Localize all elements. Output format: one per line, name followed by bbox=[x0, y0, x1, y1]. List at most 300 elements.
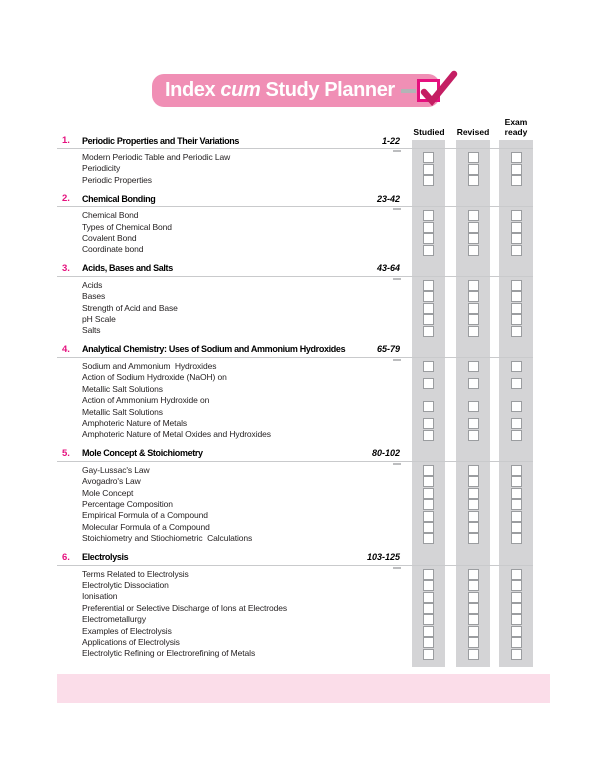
topic-number-spacer bbox=[57, 637, 82, 648]
topic-row bbox=[57, 626, 533, 637]
exam-ready-cell bbox=[499, 361, 533, 372]
studied-checkbox[interactable] bbox=[423, 233, 434, 244]
underline-tick bbox=[393, 359, 401, 361]
topic-row bbox=[57, 648, 533, 659]
topic-label: Applications of Electrolysis bbox=[82, 637, 180, 647]
revised-checkbox[interactable] bbox=[468, 303, 479, 314]
exam-ready-cell bbox=[499, 222, 533, 233]
studied-checkbox[interactable] bbox=[423, 465, 434, 476]
revised-checkbox[interactable] bbox=[468, 291, 479, 302]
exam-ready-checkbox[interactable] bbox=[511, 291, 522, 302]
revised-cell bbox=[456, 614, 490, 625]
revised-cell bbox=[456, 499, 490, 510]
dash-decoration bbox=[401, 89, 416, 93]
exam-ready-checkbox[interactable] bbox=[511, 580, 522, 591]
exam-ready-checkbox[interactable] bbox=[511, 280, 522, 291]
exam-ready-cell bbox=[499, 626, 533, 637]
chapter-block bbox=[57, 261, 533, 337]
exam-ready-checkbox[interactable] bbox=[511, 569, 522, 580]
topic-number-spacer bbox=[57, 522, 82, 533]
exam-ready-checkbox[interactable] bbox=[511, 378, 522, 389]
exam-ready-checkbox[interactable] bbox=[511, 533, 522, 544]
topic-row bbox=[57, 163, 533, 174]
studied-checkbox[interactable] bbox=[423, 326, 434, 337]
chapter-block bbox=[57, 446, 533, 545]
topic-label: Modern Periodic Table and Periodic Law bbox=[82, 152, 231, 162]
studied-checkbox[interactable] bbox=[423, 291, 434, 302]
topic-number-spacer bbox=[57, 233, 82, 244]
topic-label: Sodium and Ammonium Hydroxides bbox=[82, 360, 217, 371]
topic-row bbox=[57, 244, 533, 255]
exam-ready-cell bbox=[499, 163, 533, 174]
studied-cell bbox=[412, 418, 445, 429]
studied-checkbox[interactable] bbox=[423, 314, 434, 325]
studied-cell bbox=[412, 429, 445, 440]
revised-cell bbox=[456, 533, 490, 544]
topic-number-spacer bbox=[57, 499, 82, 510]
topic-number-spacer bbox=[57, 395, 82, 418]
revised-checkbox[interactable] bbox=[468, 378, 479, 389]
topic-label: Electrometallurgy bbox=[82, 614, 146, 625]
revised-cell bbox=[456, 429, 490, 440]
topic-label: Electrolytic Refining or Electrorefining of Metals bbox=[82, 648, 256, 659]
studied-cell bbox=[412, 488, 445, 499]
topic-row bbox=[57, 614, 533, 625]
underline-tick bbox=[393, 150, 401, 152]
exam-ready-checkbox[interactable] bbox=[511, 245, 522, 256]
topic-row bbox=[57, 591, 533, 602]
chapter-title-row bbox=[57, 261, 533, 277]
chapter-title-row bbox=[57, 133, 533, 149]
chapter-title-body bbox=[82, 448, 400, 458]
revised-cell bbox=[456, 569, 490, 580]
topic-row bbox=[57, 280, 533, 291]
studied-cell bbox=[412, 303, 445, 314]
exam-ready-cell bbox=[499, 325, 533, 336]
studied-checkbox[interactable] bbox=[423, 499, 434, 510]
chapter-number: 2. bbox=[62, 193, 70, 205]
studied-checkbox[interactable] bbox=[423, 245, 434, 256]
chapter-title: Chemical Bonding bbox=[82, 193, 156, 204]
exam-ready-cell bbox=[499, 233, 533, 244]
revised-checkbox[interactable] bbox=[468, 476, 479, 487]
topic-label: Empirical Formula of a Compound bbox=[82, 510, 208, 521]
topic-number-spacer bbox=[57, 603, 82, 614]
topic-number-spacer bbox=[57, 325, 82, 336]
topic-row bbox=[57, 580, 533, 591]
topic-row bbox=[57, 233, 533, 244]
topic-number-spacer bbox=[57, 210, 82, 221]
studied-checkbox[interactable] bbox=[423, 637, 434, 648]
revised-checkbox[interactable] bbox=[468, 314, 479, 325]
revised-cell bbox=[456, 303, 490, 314]
revised-cell bbox=[456, 233, 490, 244]
revised-cell bbox=[456, 361, 490, 372]
chapter-title-body bbox=[82, 194, 400, 204]
column-header-revised: Revised bbox=[456, 126, 490, 137]
topic-row bbox=[57, 303, 533, 314]
studied-checkbox[interactable] bbox=[423, 378, 434, 389]
exam-ready-cell bbox=[499, 429, 533, 440]
exam-ready-checkbox[interactable] bbox=[511, 592, 522, 603]
toc bbox=[57, 133, 533, 660]
revised-cell bbox=[456, 465, 490, 476]
exam-ready-checkbox[interactable] bbox=[511, 465, 522, 476]
studied-checkbox[interactable] bbox=[423, 401, 434, 412]
revised-checkbox[interactable] bbox=[468, 499, 479, 510]
studied-cell bbox=[412, 280, 445, 291]
topic-row bbox=[57, 210, 533, 221]
exam-ready-cell bbox=[499, 499, 533, 510]
topic-number-spacer bbox=[57, 175, 82, 186]
topic-row bbox=[57, 325, 533, 336]
studied-checkbox[interactable] bbox=[423, 649, 434, 660]
studied-checkbox[interactable] bbox=[423, 418, 434, 429]
topic-label: Avogadro's Law bbox=[82, 476, 141, 487]
topic-number-spacer bbox=[57, 372, 82, 395]
exam-ready-checkbox[interactable] bbox=[511, 164, 522, 175]
topic-row bbox=[57, 522, 533, 533]
revised-checkbox[interactable] bbox=[468, 222, 479, 233]
exam-ready-cell bbox=[499, 210, 533, 221]
revised-checkbox[interactable] bbox=[468, 233, 479, 244]
topic-number-spacer bbox=[57, 626, 82, 637]
topic-row bbox=[57, 395, 533, 418]
topic-label: Action of Sodium Hydroxide (NaOH) on Metallic Salt Solutions bbox=[82, 372, 227, 394]
revised-cell bbox=[456, 152, 490, 163]
topic-label: Gay-Lussac's Law bbox=[82, 464, 150, 475]
chapter-title-body bbox=[82, 263, 400, 273]
studied-checkbox[interactable] bbox=[423, 580, 434, 591]
studied-cell bbox=[412, 533, 445, 544]
studied-checkbox[interactable] bbox=[423, 614, 434, 625]
exam-ready-cell bbox=[499, 280, 533, 291]
topic-row bbox=[57, 429, 533, 440]
topic-number-spacer bbox=[57, 476, 82, 487]
studied-checkbox[interactable] bbox=[423, 175, 434, 186]
exam-ready-checkbox[interactable] bbox=[511, 401, 522, 412]
revised-checkbox[interactable] bbox=[468, 210, 479, 221]
exam-ready-checkbox[interactable] bbox=[511, 233, 522, 244]
studied-cell bbox=[412, 522, 445, 533]
chapter-title: Acids, Bases and Salts bbox=[82, 263, 173, 274]
topic-label: Periodic Properties bbox=[82, 174, 152, 185]
exam-ready-checkbox[interactable] bbox=[511, 511, 522, 522]
topic-number-spacer bbox=[57, 163, 82, 174]
column-header-exam-ready: Exam ready bbox=[504, 117, 528, 137]
revised-checkbox[interactable] bbox=[468, 326, 479, 337]
exam-ready-checkbox[interactable] bbox=[511, 637, 522, 648]
topic-number-spacer bbox=[57, 222, 82, 233]
exam-ready-cell bbox=[499, 569, 533, 580]
revised-checkbox[interactable] bbox=[468, 533, 479, 544]
topic-row bbox=[57, 533, 533, 544]
studied-cell bbox=[412, 637, 445, 648]
studied-cell bbox=[412, 614, 445, 625]
topic-number-spacer bbox=[57, 291, 82, 302]
chapter-title-row bbox=[57, 342, 533, 358]
topic-row bbox=[57, 372, 533, 395]
topic-label: Coordinate bond bbox=[82, 244, 144, 255]
exam-ready-checkbox[interactable] bbox=[511, 175, 522, 186]
exam-ready-checkbox[interactable] bbox=[511, 303, 522, 314]
topic-number-spacer bbox=[57, 648, 82, 659]
chapter-number: 4. bbox=[62, 343, 70, 355]
chapter-title-body bbox=[82, 552, 400, 562]
studied-cell bbox=[412, 499, 445, 510]
topic-number-spacer bbox=[57, 510, 82, 521]
studied-checkbox[interactable] bbox=[423, 488, 434, 499]
revised-cell bbox=[456, 648, 490, 659]
studied-checkbox[interactable] bbox=[423, 533, 434, 544]
chapter-block bbox=[57, 191, 533, 256]
topic-row bbox=[57, 499, 533, 510]
revised-checkbox[interactable] bbox=[468, 569, 479, 580]
topic-label: Action of Ammonium Hydroxide on Metallic Salt Solutions bbox=[82, 395, 210, 417]
topic-label: Amphoteric Nature of Metal Oxides and Hydroxides bbox=[82, 429, 271, 440]
checkbox-logo-icon bbox=[417, 79, 440, 102]
topic-number-spacer bbox=[57, 614, 82, 625]
exam-ready-cell bbox=[499, 244, 533, 255]
exam-ready-cell bbox=[499, 465, 533, 476]
topic-row bbox=[57, 152, 533, 163]
studied-cell bbox=[412, 210, 445, 221]
topic-number-spacer bbox=[57, 152, 82, 163]
revised-checkbox[interactable] bbox=[468, 603, 479, 614]
exam-ready-cell bbox=[499, 152, 533, 163]
studied-checkbox[interactable] bbox=[423, 222, 434, 233]
topic-label: Chemical Bond bbox=[82, 210, 139, 221]
chapter-title-body bbox=[82, 136, 400, 146]
exam-ready-cell bbox=[499, 637, 533, 648]
footer-band bbox=[57, 674, 550, 703]
topic-number-spacer bbox=[57, 303, 82, 314]
chapter-block bbox=[57, 133, 533, 186]
exam-ready-cell bbox=[499, 175, 533, 186]
revised-cell bbox=[456, 476, 490, 487]
topic-label: Types of Chemical Bond bbox=[82, 221, 172, 232]
revised-checkbox[interactable] bbox=[468, 418, 479, 429]
revised-checkbox[interactable] bbox=[468, 245, 479, 256]
studied-cell bbox=[412, 361, 445, 372]
exam-ready-checkbox[interactable] bbox=[511, 626, 522, 637]
chapter-title-row bbox=[57, 446, 533, 462]
topic-row bbox=[57, 488, 533, 499]
header-banner bbox=[152, 74, 440, 107]
chapter-page-range: 43-64 bbox=[376, 263, 400, 274]
exam-ready-cell bbox=[499, 510, 533, 521]
revised-checkbox[interactable] bbox=[468, 430, 479, 441]
topic-number-spacer bbox=[57, 569, 82, 580]
topic-label: Electrolytic Dissociation bbox=[82, 579, 169, 590]
exam-ready-cell bbox=[499, 372, 533, 395]
exam-ready-checkbox[interactable] bbox=[511, 476, 522, 487]
underline-tick bbox=[393, 278, 401, 280]
studied-checkbox[interactable] bbox=[423, 280, 434, 291]
chapter-page-range: 80-102 bbox=[371, 448, 400, 459]
topic-number-spacer bbox=[57, 533, 82, 544]
studied-checkbox[interactable] bbox=[423, 603, 434, 614]
exam-ready-checkbox[interactable] bbox=[511, 614, 522, 625]
exam-ready-checkbox[interactable] bbox=[511, 326, 522, 337]
studied-cell bbox=[412, 648, 445, 659]
exam-ready-cell bbox=[499, 648, 533, 659]
studied-cell bbox=[412, 591, 445, 602]
chapter-title: Periodic Properties and Their Variations bbox=[82, 135, 240, 146]
revised-checkbox[interactable] bbox=[468, 401, 479, 412]
page-title: Index cum Study Planner bbox=[165, 79, 395, 101]
studied-checkbox[interactable] bbox=[423, 511, 434, 522]
exam-ready-cell bbox=[499, 533, 533, 544]
studied-checkbox[interactable] bbox=[423, 522, 434, 533]
studied-cell bbox=[412, 569, 445, 580]
revised-checkbox[interactable] bbox=[468, 522, 479, 533]
chapter-number: 3. bbox=[62, 262, 70, 274]
revised-cell bbox=[456, 280, 490, 291]
studied-checkbox[interactable] bbox=[423, 430, 434, 441]
chapter-title: Mole Concept & Stoichiometry bbox=[82, 448, 203, 459]
exam-ready-checkbox[interactable] bbox=[511, 430, 522, 441]
revised-cell bbox=[456, 244, 490, 255]
topic-row bbox=[57, 175, 533, 186]
studied-cell bbox=[412, 476, 445, 487]
exam-ready-checkbox[interactable] bbox=[511, 222, 522, 233]
underline-tick bbox=[393, 208, 401, 210]
exam-ready-checkbox[interactable] bbox=[511, 649, 522, 660]
exam-ready-checkbox[interactable] bbox=[511, 152, 522, 163]
topic-row bbox=[57, 222, 533, 233]
studied-cell bbox=[412, 395, 445, 418]
revised-checkbox[interactable] bbox=[468, 626, 479, 637]
exam-ready-checkbox[interactable] bbox=[511, 488, 522, 499]
topic-row bbox=[57, 510, 533, 521]
revised-cell bbox=[456, 580, 490, 591]
revised-checkbox[interactable] bbox=[468, 175, 479, 186]
exam-ready-checkbox[interactable] bbox=[511, 210, 522, 221]
revised-checkbox[interactable] bbox=[468, 361, 479, 372]
exam-ready-checkbox[interactable] bbox=[511, 499, 522, 510]
topic-label: Mole Concept bbox=[82, 487, 134, 498]
studied-cell bbox=[412, 314, 445, 325]
chapter-block bbox=[57, 342, 533, 441]
topic-label: Periodicity bbox=[82, 163, 121, 174]
studied-cell bbox=[412, 465, 445, 476]
topic-number-spacer bbox=[57, 465, 82, 476]
chapter-page-range: 23-42 bbox=[376, 193, 400, 204]
revised-cell bbox=[456, 325, 490, 336]
chapter-title-body bbox=[82, 344, 400, 354]
topic-row bbox=[57, 361, 533, 372]
studied-checkbox[interactable] bbox=[423, 303, 434, 314]
revised-checkbox[interactable] bbox=[468, 465, 479, 476]
studied-checkbox[interactable] bbox=[423, 569, 434, 580]
chapter-title-row bbox=[57, 191, 533, 207]
topic-row bbox=[57, 314, 533, 325]
revised-checkbox[interactable] bbox=[468, 614, 479, 625]
revised-checkbox[interactable] bbox=[468, 488, 479, 499]
revised-checkbox[interactable] bbox=[468, 637, 479, 648]
studied-cell bbox=[412, 510, 445, 521]
revised-cell bbox=[456, 372, 490, 395]
studied-cell bbox=[412, 372, 445, 395]
revised-cell bbox=[456, 291, 490, 302]
exam-ready-cell bbox=[499, 303, 533, 314]
revised-checkbox[interactable] bbox=[468, 649, 479, 660]
revised-cell bbox=[456, 210, 490, 221]
topic-row bbox=[57, 476, 533, 487]
studied-cell bbox=[412, 163, 445, 174]
revised-cell bbox=[456, 163, 490, 174]
studied-checkbox[interactable] bbox=[423, 592, 434, 603]
exam-ready-cell bbox=[499, 488, 533, 499]
studied-checkbox[interactable] bbox=[423, 476, 434, 487]
exam-ready-cell bbox=[499, 522, 533, 533]
chapter-title: Analytical Chemistry: Uses of Sodium and Ammonium Hydroxides bbox=[82, 344, 346, 355]
studied-cell bbox=[412, 152, 445, 163]
revised-checkbox[interactable] bbox=[468, 152, 479, 163]
topic-label: Molecular Formula of a Compound bbox=[82, 521, 210, 532]
topic-number-spacer bbox=[57, 280, 82, 291]
exam-ready-checkbox[interactable] bbox=[511, 314, 522, 325]
revised-checkbox[interactable] bbox=[468, 280, 479, 291]
chapter-number: 5. bbox=[62, 447, 70, 459]
studied-cell bbox=[412, 175, 445, 186]
revised-cell bbox=[456, 418, 490, 429]
studied-cell bbox=[412, 244, 445, 255]
exam-ready-cell bbox=[499, 614, 533, 625]
studied-checkbox[interactable] bbox=[423, 210, 434, 221]
topic-row bbox=[57, 603, 533, 614]
studied-checkbox[interactable] bbox=[423, 626, 434, 637]
exam-ready-checkbox[interactable] bbox=[511, 361, 522, 372]
revised-checkbox[interactable] bbox=[468, 511, 479, 522]
topic-label: Covalent Bond bbox=[82, 233, 137, 244]
exam-ready-checkbox[interactable] bbox=[511, 603, 522, 614]
studied-cell bbox=[412, 291, 445, 302]
topic-label: Terms Related to Electrolysis bbox=[82, 568, 189, 579]
topic-row bbox=[57, 637, 533, 648]
revised-cell bbox=[456, 591, 490, 602]
studied-cell bbox=[412, 222, 445, 233]
exam-ready-checkbox[interactable] bbox=[511, 418, 522, 429]
topic-number-spacer bbox=[57, 361, 82, 372]
topic-label: Acids bbox=[82, 279, 103, 290]
revised-cell bbox=[456, 488, 490, 499]
exam-ready-checkbox[interactable] bbox=[511, 522, 522, 533]
revised-checkbox[interactable] bbox=[468, 592, 479, 603]
revised-checkbox[interactable] bbox=[468, 580, 479, 591]
topic-row bbox=[57, 465, 533, 476]
chapter-title-row bbox=[57, 550, 533, 566]
chapter-block bbox=[57, 550, 533, 660]
revised-cell bbox=[456, 395, 490, 418]
revised-checkbox[interactable] bbox=[468, 164, 479, 175]
studied-checkbox[interactable] bbox=[423, 361, 434, 372]
exam-ready-cell bbox=[499, 291, 533, 302]
exam-ready-cell bbox=[499, 580, 533, 591]
studied-checkbox[interactable] bbox=[423, 152, 434, 163]
topic-number-spacer bbox=[57, 580, 82, 591]
studied-cell bbox=[412, 603, 445, 614]
revised-cell bbox=[456, 522, 490, 533]
topic-number-spacer bbox=[57, 488, 82, 499]
chapter-page-range: 65-79 bbox=[376, 344, 400, 355]
topic-row bbox=[57, 291, 533, 302]
chapter-page-range: 103-125 bbox=[366, 552, 400, 563]
topic-label: pH Scale bbox=[82, 314, 116, 325]
topic-label: Salts bbox=[82, 325, 101, 336]
studied-checkbox[interactable] bbox=[423, 164, 434, 175]
